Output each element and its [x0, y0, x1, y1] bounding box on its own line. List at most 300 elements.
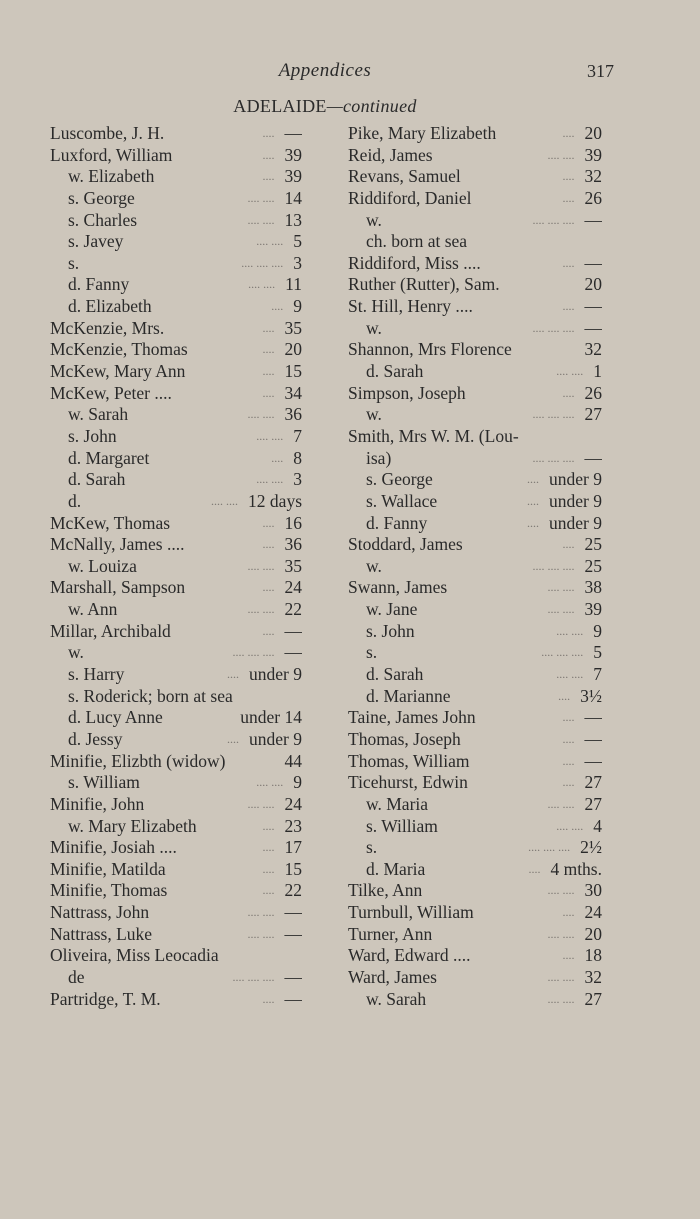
entry-row — [348, 166, 602, 188]
entry-row — [348, 902, 602, 924]
entry-row — [50, 621, 302, 643]
entry-leader-dots — [582, 231, 602, 253]
entry-leader-dots: .... — [262, 320, 275, 335]
entry-leader-dots: .... — [562, 255, 575, 270]
entry-age: — — [284, 642, 302, 663]
entry-age: 27 — [584, 988, 602, 1009]
entry-age: 25 — [584, 534, 602, 555]
entry-age: 26 — [584, 187, 602, 208]
entry-leader-dots — [265, 751, 285, 773]
entry-age: 32 — [584, 339, 602, 360]
entry-age: 22 — [284, 880, 302, 901]
entry-leader-dots: .... — [262, 580, 275, 595]
entry-row — [348, 751, 602, 773]
entry-leader-dots: .... .... — [547, 926, 575, 941]
entry-row — [348, 253, 602, 275]
entry-name: Reid, James — [348, 144, 433, 165]
entry-name: Luscombe, J. H. — [50, 123, 165, 143]
entry-row — [50, 296, 302, 318]
entry-leader-dots: .... .... — [556, 667, 584, 682]
entry-age: 9 — [593, 620, 602, 641]
entry-name: Nattrass, John — [50, 902, 150, 923]
entry-row — [50, 231, 302, 253]
entry-leader-dots: .... .... — [556, 818, 584, 833]
entry-age: 3 — [293, 252, 302, 273]
entry-row — [348, 513, 602, 535]
entry-age: under 9 — [249, 728, 302, 749]
entry-name: w. — [366, 404, 382, 425]
entry-age: 35 — [284, 555, 302, 576]
entry-leader-dots: .... — [528, 861, 541, 876]
entry-age: 14 — [284, 187, 302, 208]
entry-leader-dots: .... .... — [247, 190, 275, 205]
entry-row — [50, 686, 302, 708]
entry-leader-dots: .... — [527, 493, 540, 508]
entry-row — [50, 729, 302, 751]
entry-age: 25 — [584, 555, 602, 576]
entry-leader-dots: .... .... — [211, 493, 239, 508]
entry-name: Turner, Ann — [348, 923, 433, 944]
entry-leader-dots: .... .... — [547, 883, 575, 898]
entry-row — [50, 794, 302, 816]
entry-name: McKew, Peter .... — [50, 382, 172, 403]
entry-row — [348, 556, 602, 578]
entry-name: Riddiford, Daniel — [348, 187, 472, 208]
entry-row — [348, 426, 602, 448]
entry-leader-dots — [565, 274, 585, 296]
entry-row — [50, 924, 302, 946]
entry-row — [348, 945, 602, 967]
entry-row — [348, 707, 602, 729]
entry-age: 20 — [284, 339, 302, 360]
entry-leader-dots: .... — [262, 169, 275, 184]
entry-row — [50, 210, 302, 232]
entry-row — [348, 621, 602, 643]
entry-row — [348, 989, 602, 1011]
entry-name: w. — [366, 209, 382, 230]
entry-age: 27 — [584, 793, 602, 814]
entry-name: w. Sarah — [366, 988, 427, 1009]
entry-name: d. Maria — [366, 858, 426, 879]
entry-row — [348, 534, 602, 556]
entry-name: d. Sarah — [68, 469, 126, 490]
entry-leader-dots: .... — [262, 364, 275, 379]
entry-name: s. William — [366, 815, 438, 836]
entry-age: — — [284, 923, 302, 944]
entry-name: d. — [68, 490, 82, 511]
entry-row — [348, 339, 602, 361]
entry-leader-dots — [565, 339, 585, 361]
entry-leader-dots: .... .... — [247, 602, 275, 617]
entry-leader-dots: .... .... — [256, 234, 284, 249]
entry-age: 24 — [584, 902, 602, 923]
entry-age: — — [584, 750, 602, 771]
entry-name: d. Elizabeth — [68, 296, 152, 317]
entry-name: Pike, Mary Elizabeth — [348, 123, 497, 143]
entry-age: 13 — [284, 209, 302, 230]
entry-name: Riddiford, Miss .... — [348, 252, 481, 273]
entry-row — [348, 318, 602, 340]
entry-age: 16 — [284, 512, 302, 533]
entry-leader-dots: .... .... — [256, 472, 284, 487]
entry-row — [348, 794, 602, 816]
entry-name: w. Ann — [68, 599, 118, 620]
entry-leader-dots — [582, 426, 602, 448]
entry-age: — — [584, 317, 602, 338]
entry-row — [348, 448, 602, 470]
entry-name: d. Fanny — [366, 512, 428, 533]
entry-age: 32 — [584, 166, 602, 187]
entry-name: Nattrass, Luke — [50, 923, 153, 944]
entry-row — [348, 123, 602, 145]
entry-name: Tilke, Ann — [348, 880, 423, 901]
entry-age: — — [584, 707, 602, 728]
entry-name: McKew, Thomas — [50, 512, 171, 533]
entry-row — [348, 642, 602, 664]
entry-name: Minifie, John — [50, 793, 145, 814]
entry-age: — — [284, 988, 302, 1009]
entry-row — [50, 577, 302, 599]
entry-row — [348, 772, 602, 794]
entry-row — [50, 751, 302, 773]
entry-name: Swann, James — [348, 577, 448, 598]
page-number: 317 — [587, 61, 614, 81]
entry-row — [348, 296, 602, 318]
entry-row — [50, 274, 302, 296]
entry-age: — — [584, 447, 602, 468]
entry-name: d. Sarah — [366, 361, 424, 382]
entry-age: 7 — [593, 664, 602, 685]
entry-age: 3½ — [580, 685, 602, 706]
entry-name: Marshall, Sampson — [50, 577, 186, 598]
entry-name: Simpson, Joseph — [348, 382, 466, 403]
entry-name: McNally, James .... — [50, 534, 185, 555]
entry-age: — — [284, 902, 302, 923]
entry-name: Stoddard, James — [348, 534, 463, 555]
entry-leader-dots: .... .... — [247, 558, 275, 573]
entry-leader-dots: .... — [262, 883, 275, 898]
entry-leader-dots: .... .... .... — [232, 645, 275, 660]
entry-name: w. — [366, 317, 382, 338]
entry-name: Thomas, Joseph — [348, 728, 461, 749]
entry-name: w. Mary Elizabeth — [68, 815, 197, 836]
entry-age: 3 — [293, 469, 302, 490]
entry-leader-dots: .... .... .... — [232, 969, 275, 984]
entry-name: Millar, Archibald — [50, 620, 171, 641]
entry-name: Ticehurst, Edwin — [348, 772, 468, 793]
entry-row — [348, 361, 602, 383]
entry-name: St. Hill, Henry .... — [348, 296, 473, 317]
entry-row — [348, 859, 602, 881]
entry-age: 24 — [284, 793, 302, 814]
entry-leader-dots: .... .... — [556, 364, 584, 379]
entry-row — [50, 253, 302, 275]
entry-row — [348, 210, 602, 232]
entry-age: 20 — [584, 123, 602, 143]
entry-row — [50, 469, 302, 491]
entry-age: 39 — [584, 144, 602, 165]
entry-age: — — [284, 123, 302, 143]
entry-name: Oliveira, Miss Leocadia — [50, 945, 219, 966]
entry-name: Minifie, Thomas — [50, 880, 168, 901]
entry-row — [50, 599, 302, 621]
section-title-place: ADELAIDE — [233, 96, 327, 116]
entry-age: under 9 — [249, 664, 302, 685]
left-column — [50, 123, 302, 1010]
entry-leader-dots: .... — [562, 731, 575, 746]
entry-row — [50, 945, 302, 967]
entry-name: s. Javey — [68, 231, 124, 252]
entry-leader-dots: .... — [262, 385, 275, 400]
entry-leader-dots: .... .... — [248, 277, 276, 292]
running-header-title: Appendices — [278, 60, 372, 81]
entry-row — [50, 772, 302, 794]
entry-name: d. Jessy — [68, 728, 123, 749]
entry-name: McKenzie, Thomas — [50, 339, 188, 360]
entry-name: s. George — [366, 469, 433, 490]
entry-age: 20 — [584, 923, 602, 944]
entry-row — [348, 664, 602, 686]
entry-row — [50, 534, 302, 556]
entry-name: Minifie, Josiah .... — [50, 837, 177, 858]
entry-leader-dots: .... .... — [247, 926, 275, 941]
entry-name: Ward, James — [348, 966, 437, 987]
entry-age: 5 — [593, 642, 602, 663]
entry-age: 27 — [584, 772, 602, 793]
entry-name: Taine, James John — [348, 707, 476, 728]
entry-name: Ruther (Rutter), Sam. — [348, 274, 500, 295]
entry-name: s. William — [68, 772, 140, 793]
entry-row — [50, 989, 302, 1011]
entry-leader-dots: .... .... .... — [528, 840, 571, 855]
entry-age: 22 — [284, 599, 302, 620]
entry-age: — — [584, 296, 602, 317]
entry-name: Thomas, William — [348, 750, 470, 771]
entry-age: — — [584, 209, 602, 230]
entry-name: McKew, Mary Ann — [50, 361, 186, 382]
entry-name: d. Lucy Anne — [68, 707, 163, 728]
entry-leader-dots — [282, 686, 302, 708]
entry-leader-dots — [220, 707, 240, 729]
entry-row — [348, 274, 602, 296]
entry-leader-dots: .... — [262, 623, 275, 638]
entry-name: McKenzie, Mrs. — [50, 317, 165, 338]
entry-leader-dots: .... .... — [547, 147, 575, 162]
entry-leader-dots: .... .... — [256, 428, 284, 443]
entry-age: 24 — [284, 577, 302, 598]
entry-leader-dots: .... — [527, 472, 540, 487]
entry-row — [348, 729, 602, 751]
entry-name: w. — [366, 555, 382, 576]
entry-name: w. Maria — [366, 793, 429, 814]
entry-name: Revans, Samuel — [348, 166, 461, 187]
section-title-continued: —continued — [326, 96, 417, 116]
entry-leader-dots: .... — [562, 948, 575, 963]
entry-age: 12 days — [248, 490, 302, 511]
entry-name: Luxford, William — [50, 144, 173, 165]
entry-leader-dots: .... — [562, 775, 575, 790]
entry-name: de — [68, 966, 85, 987]
entry-name: s. George — [68, 187, 135, 208]
entry-age: under 14 — [240, 707, 302, 728]
entry-row — [348, 145, 602, 167]
entry-leader-dots: .... .... — [547, 796, 575, 811]
entry-leader-dots: .... — [271, 450, 284, 465]
entry-leader-dots: .... — [562, 169, 575, 184]
entry-age: 18 — [584, 945, 602, 966]
entry-row — [348, 967, 602, 989]
entry-leader-dots: .... — [262, 342, 275, 357]
entry-leader-dots: .... .... — [247, 212, 275, 227]
entry-row — [50, 816, 302, 838]
entry-leader-dots: .... — [562, 753, 575, 768]
entry-leader-dots: .... .... — [556, 623, 584, 638]
entry-age: under 9 — [549, 469, 602, 490]
entry-name: s. Roderick; born at sea — [68, 685, 233, 706]
entry-age: 36 — [284, 534, 302, 555]
entry-row — [50, 448, 302, 470]
entry-age: — — [284, 966, 302, 987]
entry-row — [348, 686, 602, 708]
entry-leader-dots: .... — [562, 710, 575, 725]
entry-name: Turnbull, William — [348, 902, 474, 923]
entry-age: 39 — [584, 599, 602, 620]
entry-age: 17 — [284, 837, 302, 858]
entry-row — [50, 166, 302, 188]
entry-row — [50, 383, 302, 405]
entry-row — [348, 599, 602, 621]
entry-age: 44 — [284, 750, 302, 771]
entry-age: — — [584, 728, 602, 749]
entry-name: w. — [68, 642, 84, 663]
entry-age: 27 — [584, 404, 602, 425]
entry-age: under 9 — [549, 512, 602, 533]
entry-name: s. John — [68, 425, 117, 446]
entry-leader-dots: .... .... — [247, 407, 275, 422]
entry-name: d. Marianne — [366, 685, 451, 706]
entry-age: 9 — [293, 296, 302, 317]
entry-leader-dots: .... .... .... — [541, 645, 584, 660]
entry-leader-dots: .... — [262, 126, 275, 140]
entry-row — [50, 145, 302, 167]
entry-leader-dots: .... — [527, 515, 540, 530]
entry-name: w. Sarah — [68, 404, 129, 425]
entry-leader-dots: .... — [262, 818, 275, 833]
entry-leader-dots: .... .... — [256, 775, 284, 790]
entry-row — [50, 880, 302, 902]
entry-name: d. Margaret — [68, 447, 150, 468]
entry-age: 7 — [293, 425, 302, 446]
entry-name: Minifie, Elizbth (widow) — [50, 750, 226, 771]
entry-row — [50, 361, 302, 383]
entry-leader-dots: .... — [262, 861, 275, 876]
entry-row — [50, 513, 302, 535]
entry-leader-dots: .... — [262, 840, 275, 855]
entry-name: s. — [366, 837, 378, 858]
entry-age: 35 — [284, 317, 302, 338]
entry-name: Shannon, Mrs Florence — [348, 339, 512, 360]
entry-age: 39 — [284, 166, 302, 187]
entry-age: 20 — [584, 274, 602, 295]
entry-name: s. Harry — [68, 664, 125, 685]
entry-name: d. Fanny — [68, 274, 130, 295]
entry-row — [348, 188, 602, 210]
entry-age: 2½ — [580, 837, 602, 858]
entry-name: s. John — [366, 620, 415, 641]
entry-leader-dots: .... — [262, 147, 275, 162]
entry-leader-dots: .... .... — [247, 796, 275, 811]
entry-name: s. Wallace — [366, 490, 438, 511]
entry-name: Ward, Edward .... — [348, 945, 471, 966]
entry-row — [348, 469, 602, 491]
entry-age: 34 — [284, 382, 302, 403]
entry-leader-dots: .... .... .... — [532, 450, 575, 465]
entry-leader-dots: .... — [227, 731, 240, 746]
entry-age: 30 — [584, 880, 602, 901]
entry-name: w. Elizabeth — [68, 166, 155, 187]
entry-age: 15 — [284, 361, 302, 382]
entry-leader-dots: .... — [262, 991, 275, 1006]
entry-age: 11 — [285, 274, 302, 295]
entry-leader-dots: .... — [227, 667, 240, 682]
entry-row — [50, 426, 302, 448]
entry-age: 26 — [584, 382, 602, 403]
entry-name: Smith, Mrs W. M. (Lou- — [348, 425, 519, 446]
entry-age: 4 mths. — [550, 858, 602, 879]
entry-age: 39 — [284, 144, 302, 165]
entry-leader-dots: .... .... — [547, 580, 575, 595]
entry-row — [50, 859, 302, 881]
entry-leader-dots: .... .... .... — [532, 320, 575, 335]
entry-row — [50, 339, 302, 361]
entry-row — [50, 837, 302, 859]
entry-row — [50, 902, 302, 924]
entry-leader-dots: .... — [562, 190, 575, 205]
entry-leader-dots — [282, 945, 302, 967]
entry-row — [348, 816, 602, 838]
entry-age: 23 — [284, 815, 302, 836]
entry-row — [348, 404, 602, 426]
entry-age: 32 — [584, 966, 602, 987]
entry-row — [348, 383, 602, 405]
entry-leader-dots: .... — [558, 688, 571, 703]
entry-leader-dots: .... .... .... — [241, 255, 284, 270]
entry-row — [50, 642, 302, 664]
entry-row — [348, 577, 602, 599]
entry-leader-dots: .... — [562, 905, 575, 920]
entry-row — [50, 188, 302, 210]
entry-name: ch. born at sea — [366, 231, 468, 252]
entry-row — [50, 318, 302, 340]
entry-leader-dots: .... — [562, 126, 575, 140]
entry-row — [50, 491, 302, 513]
right-column — [348, 123, 602, 1010]
entry-age: — — [284, 620, 302, 641]
entry-age: 38 — [584, 577, 602, 598]
entry-row — [50, 123, 302, 145]
entry-age: 15 — [284, 858, 302, 879]
entry-age: — — [584, 252, 602, 273]
entry-age: 36 — [284, 404, 302, 425]
entry-name: Minifie, Matilda — [50, 858, 166, 879]
entry-row — [348, 837, 602, 859]
entry-leader-dots: .... .... .... — [532, 558, 575, 573]
entry-leader-dots: .... .... — [247, 905, 275, 920]
entry-name: s. — [68, 252, 80, 273]
entry-leader-dots: .... — [271, 299, 284, 314]
entry-leader-dots: .... — [562, 385, 575, 400]
entry-row — [50, 556, 302, 578]
